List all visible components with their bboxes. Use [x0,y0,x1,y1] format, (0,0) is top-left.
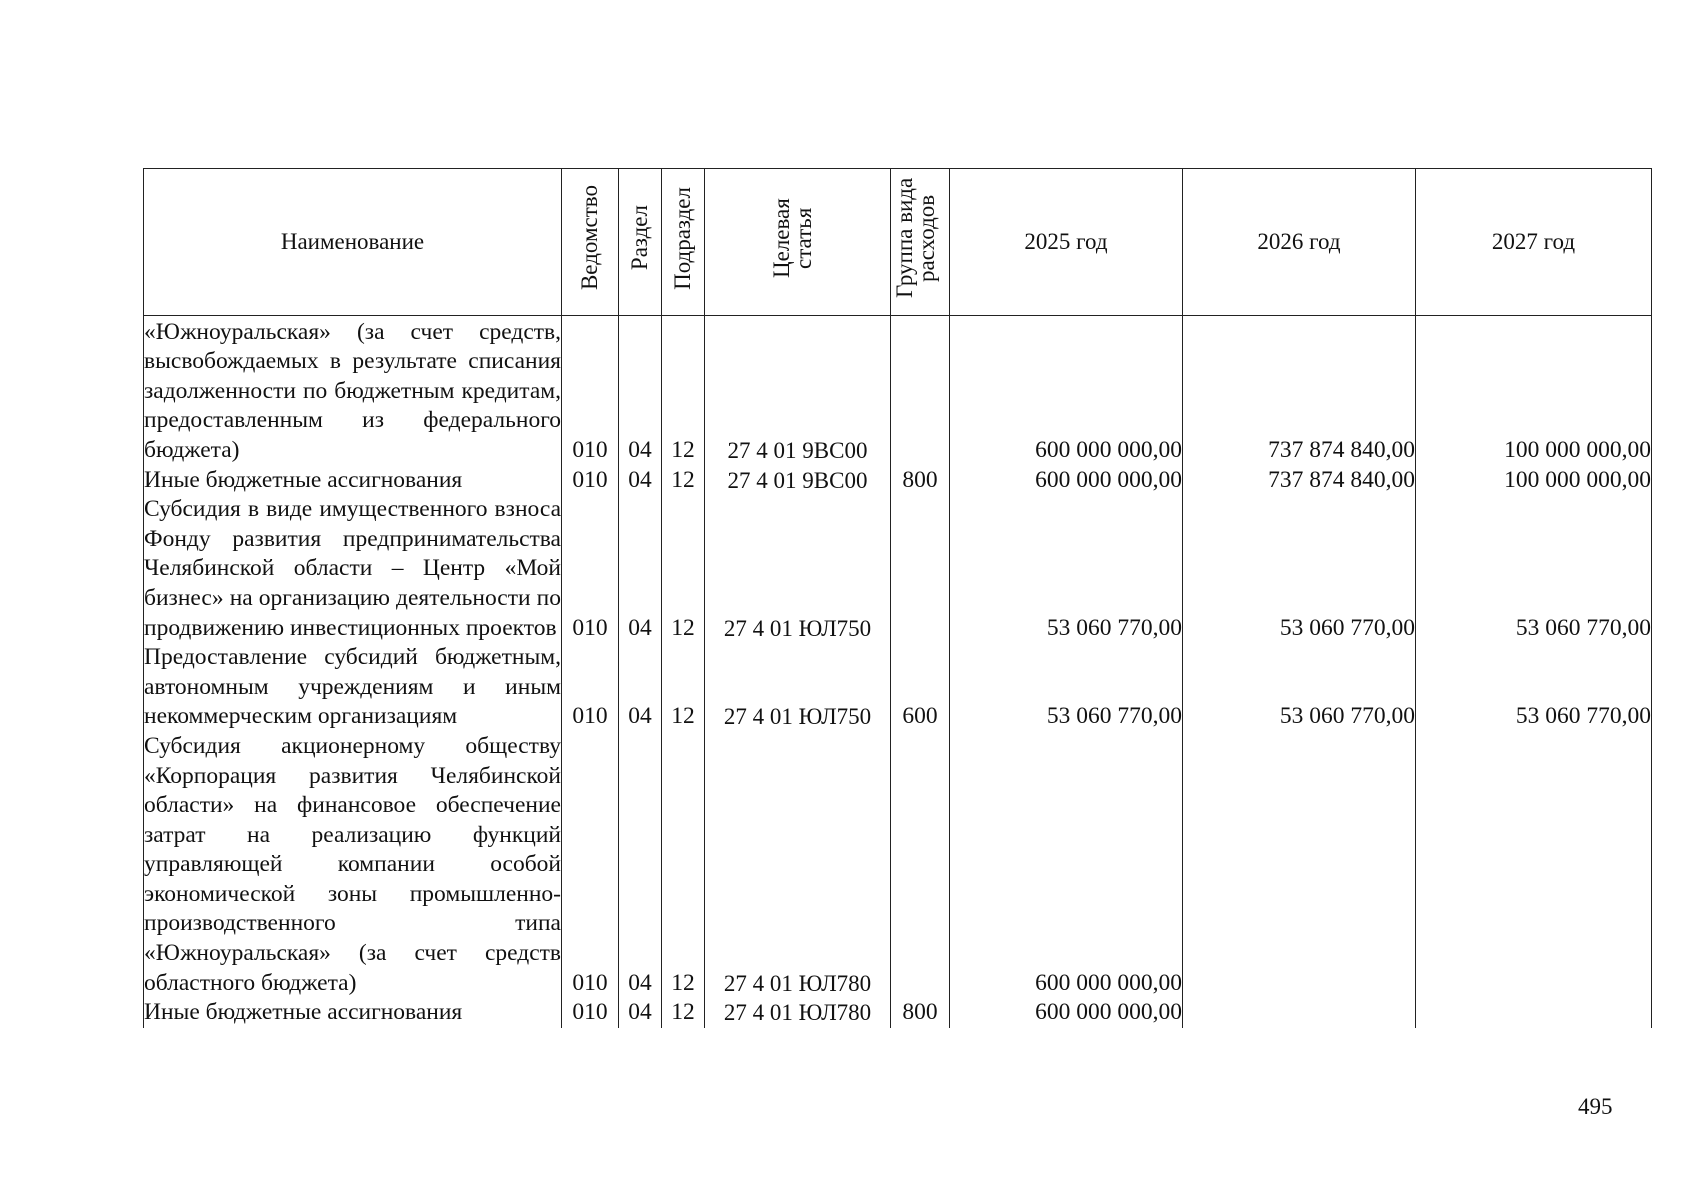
cell-expense-group: 600 [891,643,950,732]
cell-department: 010 [562,998,619,1028]
header-target-article: Целевая статья [705,169,891,316]
cell-2025: 600 000 000,00 [950,466,1183,496]
cell-name: «Южноуральская» (за счет средств, высвобождаемых в результате списания задолженности по бюджетным кредитам, предоставленным из федерального бюджета) [144,315,562,465]
cell-2026: 737 874 840,00 [1183,466,1416,496]
cell-2025: 600 000 000,00 [950,315,1183,465]
header-year-2025: 2025 год [950,169,1183,316]
table-row [144,643,1652,732]
cell-section: 04 [619,315,662,465]
cell-2026: 53 060 770,00 [1183,495,1416,643]
cell-name: Предоставление субсидий бюджетным, автономным учреждениям и иным некоммерческим организациям [144,643,562,732]
cell-section: 04 [619,998,662,1028]
header-subsection: Подраздел [662,169,705,316]
table-row [144,466,1652,496]
header-year-2027: 2027 год [1416,169,1652,316]
budget-table-container [143,168,1651,1088]
cell-2025: 600 000 000,00 [950,732,1183,998]
cell-department: 010 [562,643,619,732]
cell-target-article: 27 4 01 ЮЛ750 [705,643,891,732]
cell-2026 [1183,998,1416,1028]
cell-2026 [1183,732,1416,998]
cell-2027: 53 060 770,00 [1416,643,1652,732]
cell-department: 010 [562,732,619,998]
table-row [144,998,1652,1028]
cell-section: 04 [619,466,662,496]
cell-department: 010 [562,495,619,643]
cell-section: 04 [619,732,662,998]
cell-target-article: 27 4 01 ЮЛ780 [705,998,891,1028]
cell-2027: 100 000 000,00 [1416,466,1652,496]
cell-2025: 600 000 000,00 [950,998,1183,1028]
cell-department: 010 [562,315,619,465]
table-row [144,495,1652,643]
header-expense-group: Группа вида расходов [891,169,950,316]
cell-2027 [1416,732,1652,998]
cell-2025: 53 060 770,00 [950,495,1183,643]
cell-subsection: 12 [662,495,705,643]
cell-target-article: 27 4 01 ЮЛ780 [705,732,891,998]
cell-name: Иные бюджетные ассигнования [144,998,562,1028]
cell-expense-group [891,732,950,998]
cell-2027: 53 060 770,00 [1416,495,1652,643]
cell-subsection: 12 [662,732,705,998]
cell-expense-group [891,495,950,643]
cell-section: 04 [619,643,662,732]
cell-2025: 53 060 770,00 [950,643,1183,732]
cell-2026: 53 060 770,00 [1183,643,1416,732]
header-name: Наименование [144,169,562,316]
cell-subsection: 12 [662,315,705,465]
header-department: Ведомство [562,169,619,316]
cell-target-article: 27 4 01 9ВС00 [705,466,891,496]
cell-name: Субсидия акционерному обществу «Корпорация развития Челябинской области» на финансовое обеспечение затрат на реализацию функций управляющей компании особой экономической зоны промышленно-производственного типа «Южноуральская» (за счет средств областного бюджета) [144,732,562,998]
page-number: 495 [1578,1094,1613,1119]
cell-expense-group: 800 [891,466,950,496]
cell-name: Субсидия в виде имущественного взноса Фонду развития предпринимательства Челябинской области – Центр «Мой бизнес» на организацию деятельности по продвижению инвестиционных проектов [144,495,562,643]
cell-2027 [1416,998,1652,1028]
cell-expense-group: 800 [891,998,950,1028]
header-year-2026: 2026 год [1183,169,1416,316]
cell-target-article: 27 4 01 9ВС00 [705,315,891,465]
cell-department: 010 [562,466,619,496]
table-row [144,732,1652,998]
budget-table [143,168,1652,1028]
cell-subsection: 12 [662,998,705,1028]
cell-target-article: 27 4 01 ЮЛ750 [705,495,891,643]
cell-expense-group [891,315,950,465]
table-header-row [144,169,1652,316]
cell-2027: 100 000 000,00 [1416,315,1652,465]
cell-name: Иные бюджетные ассигнования [144,466,562,496]
cell-section: 04 [619,495,662,643]
header-section: Раздел [619,169,662,316]
cell-subsection: 12 [662,643,705,732]
cell-subsection: 12 [662,466,705,496]
table-row [144,315,1652,465]
cell-2026: 737 874 840,00 [1183,315,1416,465]
